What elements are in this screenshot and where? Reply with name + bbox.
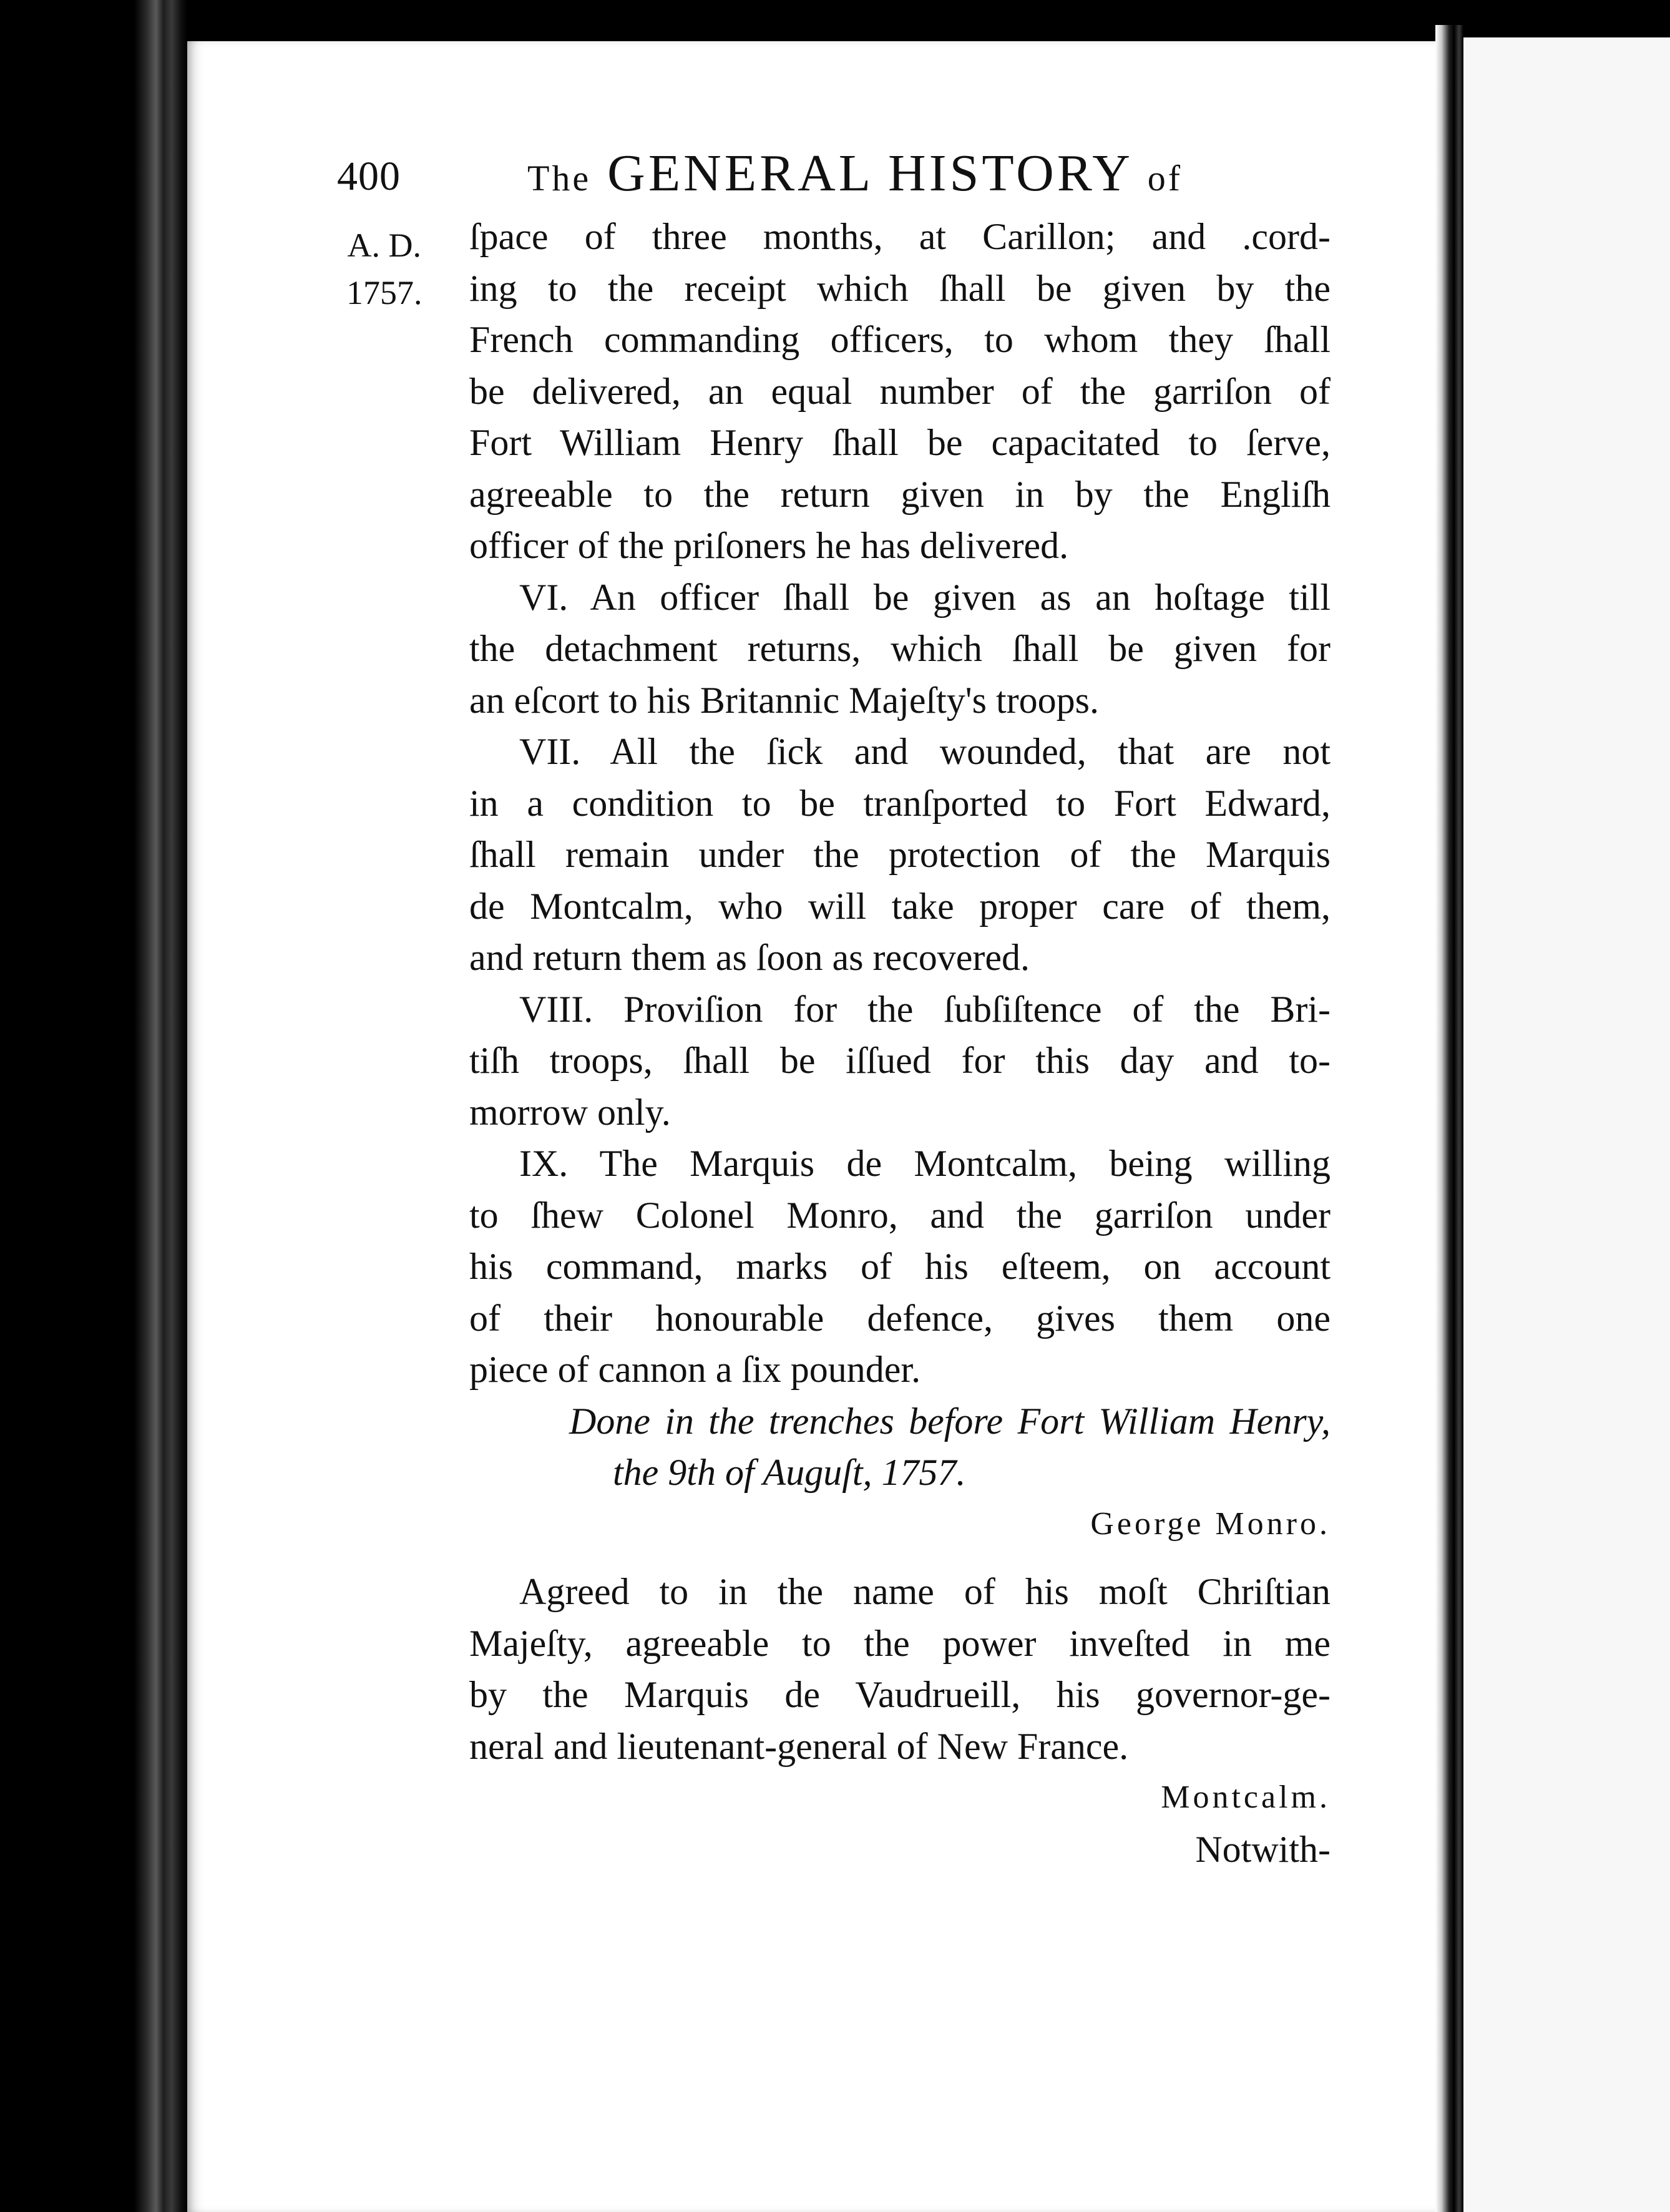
article-ix-line: to ſhew Colonel Monro, and the garriſon under	[469, 1194, 1331, 1236]
text-line: ſpace of three months, at Carillon; and .cord-	[469, 216, 1331, 257]
margin-ad: A. D.	[347, 227, 421, 264]
left-page-edge	[0, 0, 187, 2212]
article-vii-line: and return them as ſoon as recovered.	[469, 937, 1030, 978]
article-vi-line: the detachment returns, which ſhall be given for	[469, 628, 1331, 669]
running-head-title: GENERAL HISTORY	[607, 144, 1131, 202]
running-head	[527, 143, 1183, 203]
running-head-the: The	[527, 158, 592, 198]
article-vi-line: VI. An officer ſhall be given as an hoſtage till	[519, 576, 1331, 618]
margin-date	[346, 222, 422, 316]
dateline: the 9th of Auguſt, 1757.	[613, 1452, 966, 1493]
article-viii-line: VIII. Proviſion for the ſubſiſtence of the Bri-	[519, 988, 1331, 1030]
text-line: French commanding officers, to whom they ſhall	[469, 319, 1331, 360]
article-vii-line: VII. All the ſick and wounded, that are not	[519, 731, 1331, 772]
text-line: officer of the priſoners he has delivered.	[469, 525, 1069, 566]
text-line: Fort William Henry ſhall be capacitated to ſerve,	[469, 422, 1331, 463]
dateline: Done in the trenches before Fort William Henry,	[569, 1400, 1331, 1442]
text-line: be delivered, an equal number of the garriſon of	[469, 370, 1331, 412]
article-vii-line: ſhall remain under the protection of the Marquis	[469, 834, 1331, 875]
article-ix-line: of their honourable defence, gives them one	[469, 1297, 1331, 1339]
text-line: agreeable to the return given in by the Engliſh	[469, 473, 1331, 515]
scan-border	[1454, 0, 1670, 40]
article-viii-line: tiſh troops, ſhall be iſſued for this day and to-	[469, 1040, 1331, 1081]
page-header	[337, 140, 1348, 215]
catchword: Notwith-	[1195, 1828, 1331, 1870]
text-line: ing to the receipt which ſhall be given by the	[469, 267, 1331, 309]
article-viii-line: morrow only.	[469, 1091, 671, 1133]
running-head-of: of	[1147, 158, 1183, 198]
signature-montcalm: Montcalm.	[1161, 1779, 1331, 1815]
agreement-line: Majeſty, agreeable to the power inveſted in me	[469, 1622, 1331, 1664]
article-vii-line: de Montcalm, who will take proper care of them,	[469, 885, 1331, 927]
signature-george-monro: George Monro.	[1090, 1505, 1331, 1542]
article-ix-line: piece of cannon a ſix pounder.	[469, 1349, 921, 1390]
agreement-line: by the Marquis de Vaudrueill, his governor-ge-	[469, 1674, 1331, 1715]
article-ix-line: IX. The Marquis de Montcalm, being willing	[519, 1143, 1331, 1184]
page-gutter	[1435, 25, 1463, 2212]
margin-year: 1757.	[346, 274, 422, 311]
body-text	[469, 211, 1331, 1875]
agreement-line: Agreed to in the name of his moſt Chriſtian	[519, 1571, 1331, 1612]
facing-page	[1463, 37, 1670, 2212]
article-vii-line: in a condition to be tranſported to Fort Edward,	[469, 782, 1331, 824]
article-vi-line: an eſcort to his Britannic Majeſty's troops.	[469, 679, 1099, 721]
page-number: 400	[337, 154, 401, 199]
article-ix-line: his command, marks of his eſteem, on account	[469, 1246, 1331, 1287]
agreement-line: neral and lieutenant-general of New France.	[469, 1725, 1129, 1767]
